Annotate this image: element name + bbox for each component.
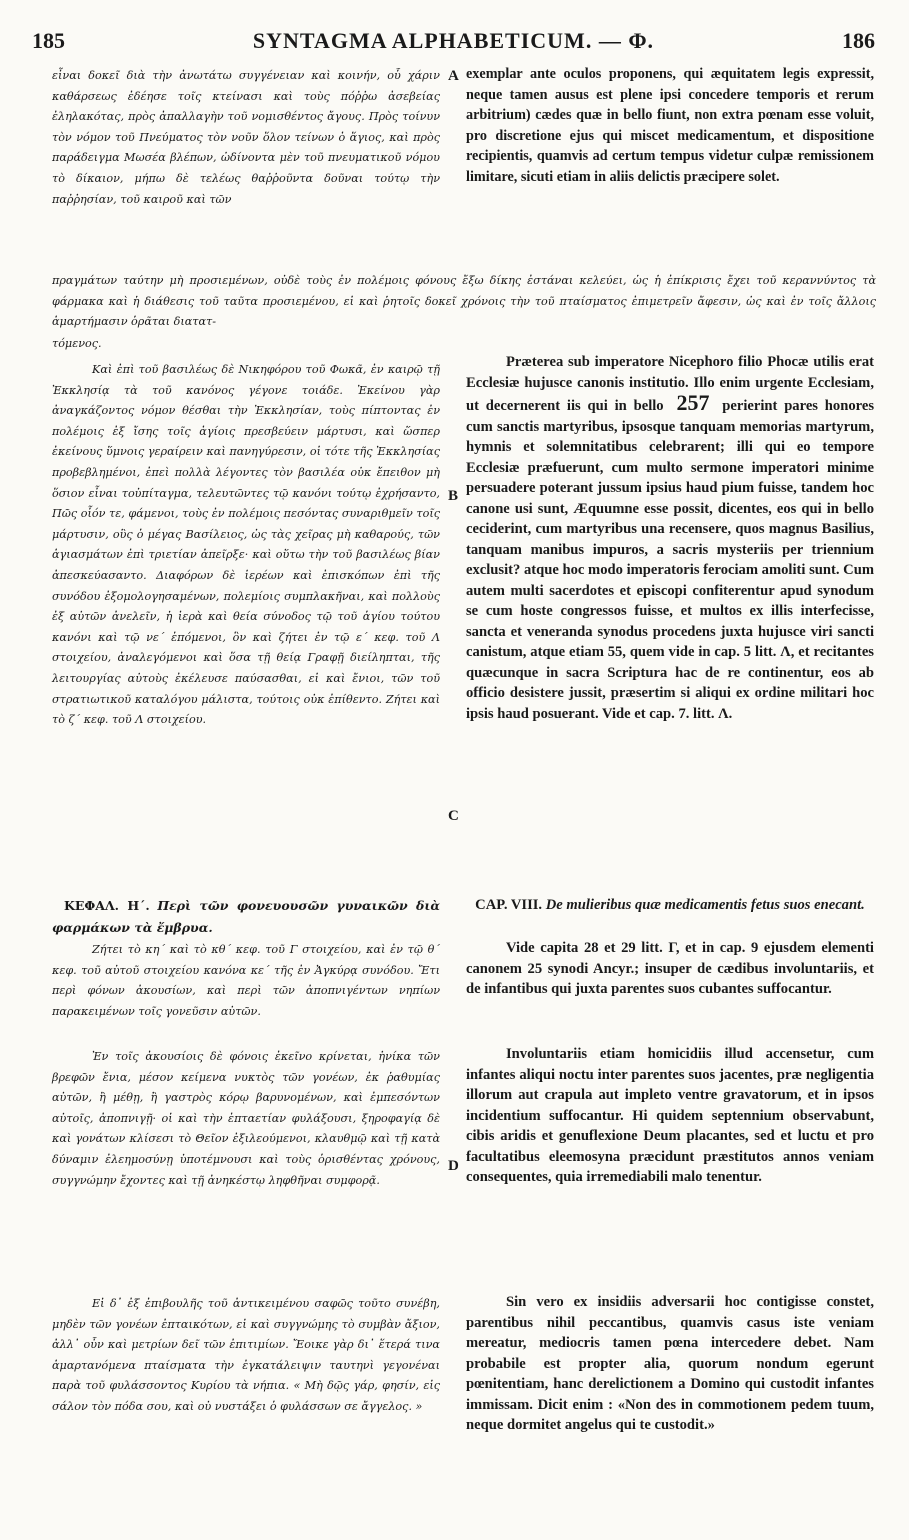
greek-chapter-heading xyxy=(52,896,440,939)
latin-paragraph-2-start: Præterea sub imperatore Nicephoro filio Phocæ utilis erat Ecclesiæ hujusce canonis institutio. Illo enim urgente Ecclesiam, ut decernerent iis qui in bello xyxy=(466,354,874,414)
latin-paragraph-2 xyxy=(466,352,874,724)
latin-chapter-heading xyxy=(466,896,874,914)
marker-b: B xyxy=(448,488,459,504)
greek-chapter-title: Περὶ τῶν φονευουσῶν γυναικῶν διὰ φαρμάκων τὰ ἔμβρυα. xyxy=(52,898,441,935)
latin-paragraph-5: Sin vero ex insidiis adversarii hoc contigisse constet, parentibus nihil peccantibus, quamvis casus iste veniam mereatur, mediocris tamen pœna intercedere debet. Nam probabile est propter alia, quorum nondum egerunt pœnitentiam, hanc derelictionem a Domino qui custodit infantes immissam. Dicit enim : «Non des in commotionem pedem tuum, neque dormitet angelus qui te custodit.» xyxy=(466,1294,874,1433)
greek-chapter-label: ΚΕΦΑΛ. Η΄. xyxy=(64,898,150,913)
greek-spanning-lines: πραγμάτων ταύτην μὴ προσιεμένων, οὐδὲ τοὺς ἐν πολέμοις φόνους ἔξω δίκης ἐστάναι κελεύει, ὡς ἡ ἐπίκρισις ἔχει τοῦ κεραννύντος τὰ φάρμακα καὶ ἡ διάθεσις τοῦ ταῦτα προσιεμένου, εἰ καὶ ῥητοῖς δοκεῖ χρόνοις τὴν τοῦ πταίσματος ἐπιμετρεῖν ἄφεσιν, ὡς καὶ ἐν τοῖς ἄλλοις ἁμαρτήμασιν ὁρᾶται διατατ- xyxy=(52,274,876,329)
marker-a: A xyxy=(448,68,459,84)
latin-paragraph-4: Involuntariis etiam homicidiis illud accensetur, cum infantes aliqui noctu inter parentes suos jacentes, præ negligentia illorum aut crapula aut impleto ventre gravatorum, et in ipsos incidentium suffocantur. Hi quidem septennium observabunt, cibis aridis et genuflexione Deum placantes, sed et luctu et pro facultatibus eleemosyna præcidunt præstitutos annos veniam consequentes, quia irremediabili malo tenentur. xyxy=(466,1046,874,1185)
page-number-right: 186 xyxy=(842,28,875,53)
marker-c: C xyxy=(448,808,459,824)
marginal-page-number: 257 xyxy=(676,390,710,415)
latin-chapter-title: De mulieribus quæ medicamentis fetus suos enecant. xyxy=(545,897,865,913)
latin-paragraph-1: exemplar ante oculos proponens, qui æquitatem legis expressit, neque tamen ausus est plene ipsi concedere temporis et rerum arbitrium) cædes quæ in bello fiunt, non extra pœnam esse voluit, pro discretione ejus qui miscet medicamentum, et dispositione recipientis, quamvis ad certum tempus videtur culpæ remissionem limitare, sicuti etiam in aliis delictis præcipere solet. xyxy=(466,66,874,185)
greek-paragraph-1: εἶναι δοκεῖ διὰ τὴν ἀνωτάτω συγγένειαν καὶ κοινήν, οὗ χάριν καθάρσεως ἐδέησε τοῖς κτείνασι καὶ τοὺς πόῤῥω ἀσεβείας ἐληλακότας, πρὸς ἀπαλλαγὴν τοῦ νομισθέντος ἄγους. Πρὸς τοίνυν τὸν νόμον τοῦ Πνεύματος τὸν νοῦν ὅλον τείνων ὁ ἅγιος, καὶ πρὸς παράδειγμα Μωσέα βλέπων, ὠδίνοντα μὲν τοῦ πνευματικοῦ νόμου τὸ δίκαιον, μήπω δὲ τελέως θαῤῥοῦντα δοῦναι τούτῳ τὴν παῤῥησίαν, τοῦ καιροῦ καὶ τῶν xyxy=(52,69,440,206)
latin-chapter-label: CAP. VIII. xyxy=(475,897,543,913)
latin-paragraph-2-rest: perierint pares honores cum sanctis martyribus, ipsosque tanquam memorias martyrum, hymnis et solemnitatibus celebrarent; illi qui eo tempore Ecclesiæ præfuerunt, cum multo sermone imperatori minime persuadere poterant jussum ipsius haud pium fuisse, tandem hoc canone usi sunt, Æquumne esse possit, dicentes, eos qui in bello ceciderint, cum martyribus una recensere, quos magnus Basilius, tanquam manibus impuros, a sacris mysteriis per triennium exclusit? atque hoc modo imperatoris ferociam amoliti sunt. Cum autem multi sacerdotes et episcopi confiterentur apud synodum se cum hoste congressos fuisse, et multos ex illis interfecisse, sancta et veneranda synodus procedens juxta hujusce viri sancti canistum, atque etiam 55, quem vide in cap. 5 litt. Λ, et recitantes quæcunque in sacra Scriptura hac de re continentur, eos ab officio desistere jussit, præsertim si aliqui ex ordine militari hoc ipsis haud posuerant. Vide et cap. 7. litt. Λ. xyxy=(466,398,874,722)
running-header xyxy=(32,28,875,56)
marker-d: D xyxy=(448,1158,459,1174)
greek-paragraph-4: Ἐν τοῖς ἀκουσίοις δὲ φόνοις ἐκεῖνο κρίνεται, ἡνίκα τῶν βρεφῶν ἔνια, μέσον κείμενα νυκτὸς τῶν γονέων, ἐκ ῥαθυμίας αὐτῶν, ἢ μέθῃ, ἢ γαστρὸς κόρῳ βαρυνομένων, καὶ ἐμπεσόντων αὐτοῖς, ἀποπνιγῇ· οἱ καὶ τὴν ἑπταετίαν φυλάξουσι, ξηροφαγίᾳ δὲ καὶ γονάτων κλίσεσι τὸ Θεῖον ἐξιλεούμενοι, κλαυθμῷ καὶ τῇ κατὰ δύναμιν ἐλεημοσύνῃ ὑποτέμνουσι καὶ τοὺς ὁρισθέντας χρόνους, συγγνώμην ἔχοντες καὶ τῇ ἀνηκέστῳ ληφθῆναι συμφορᾷ. xyxy=(52,1050,440,1187)
greek-paragraph-5: Εἰ δ᾽ ἐξ ἐπιβουλῆς τοῦ ἀντικειμένου σαφῶς τοῦτο συνέβη, μηδὲν τῶν γονέων ἐπταικότων, εἰ καὶ συγγνώμης τὸ συμβὰν ἄξιον, ἀλλ᾽ οὖν καὶ μετρίων δεῖ τῶν ἐπιτιμίων. Ἔοικε γὰρ δι᾽ ἕτερά τινα ἁμαρτανόμενα πταίσματα τὴν ἐγκατάλειψιν ταυτηνὶ γεγονέναι παρὰ τοῦ φυλάσσοντος Κυρίου τὰ νήπια. « Μὴ δῷς γάρ, φησίν, εἰς σάλον τὸν πόδα σου, καὶ οὐ νυστάξει ὁ φυλάσσων σε ἄγγελος. » xyxy=(52,1297,440,1413)
greek-paragraph-3: Ζήτει τὸ κη΄ καὶ τὸ κθ΄ κεφ. τοῦ Γ στοιχείου, καὶ ἐν τῷ θ΄ κεφ. τοῦ αὐτοῦ στοιχείου κανόνα κε΄ τῆς ἐν Ἀγκύρᾳ συνόδου. Ἔτι περὶ φόνων ἀκουσίων, καὶ περὶ τῶν ἀποπνιγέντων νηπίων παρακειμένων τοῖς γονεῦσιν αὐτῶν. xyxy=(52,943,440,1018)
greek-paragraph-2: Καὶ ἐπὶ τοῦ βασιλέως δὲ Νικηφόρου τοῦ Φωκᾶ, ἐν καιρῷ τῇ Ἐκκλησίᾳ τὰ τοῦ κανόνος γέγονε τοιάδε. Ἐκείνου γὰρ ἀναγκάζοντος νόμον θέσθαι τὴν Ἐκκλησίαν, τοὺς πίπτοντας ἐν πολέμοις ἐξ ἴσης τοῖς ἁγίοις πρεσβεύειν μάρτυσι, καὶ ὥσπερ ἐκείνους ὕμνοις γεραίρειν καὶ πανηγύρεσιν, οἱ τότε τῆς Ἐκκλησίας προβεβλημένοι, ἐπεὶ πολλὰ λέγοντες τὸν βασιλέα οὐκ ἔπειθον μὴ ὅσιον εἶναι τοὐπίταγμα, τελευτῶντες τῷ κανόνι τούτῳ ἐχρήσαντο, Πῶς οἷόν τε, φάμενοι, τοὺς ἐν πολέμοις πεσόντας συναριθμεῖν τοῖς μάρτυσιν, οὓς ὁ μέγας Βασίλειος, ὡς τὰς χεῖρας μὴ καθαρούς, τῶν ἁγιασμάτων ἐπὶ τριετίαν ἀπεῖρξε· καὶ οὕτω τὴν τοῦ βασιλέως βίαν ἀπεσκεύασαντο. Διαφόρων δὲ ἱερέων καὶ ἐπισκόπων ἐπὶ τῆς συνόδου ἐξομολογησαμένων, πολεμίοις συμπλακῆναι, καὶ πολλοὺς ἐξ αὐτῶν ἀνελεῖν, ἡ ἱερὰ καὶ θεία σύνοδος τῷ τοῦ ἁγίου τούτου κανόνι καὶ τῷ νε΄ ἑπόμενοι, ὃν καὶ ζήτει ἐν τῷ ε΄ κεφ. τοῦ Λ στοιχείου, ἀναλεγόμενοι καὶ ὅσα τῇ θείᾳ Γραφῇ διείληπται, τῆς λειτουργίας αὐτοὺς ἐκέλευσε παύσασθαι, εἰ καὶ ἔνιοι, τῶν τοῦ στρατιωτικοῦ καταλόγου μάλιστα, τούτοις οὐκ ἐπίθεντο. Ζήτει καὶ τὸ ζ΄ κεφ. τοῦ Λ στοιχείου. xyxy=(52,363,440,727)
running-title: SYNTAGMA ALPHABETICUM. — Φ. xyxy=(252,28,655,53)
page-number-left: 185 xyxy=(32,28,65,53)
greek-paragraph-1-end: τόμενος. xyxy=(52,337,102,350)
latin-paragraph-3: Vide capita 28 et 29 litt. Γ, et in cap. 9 ejusdem elementi canonem 25 synodi Ancyr.; insuper de cædibus involuntariis, et de infantibus qui juxta parentes suos cubantes suffocantur. xyxy=(466,940,874,997)
